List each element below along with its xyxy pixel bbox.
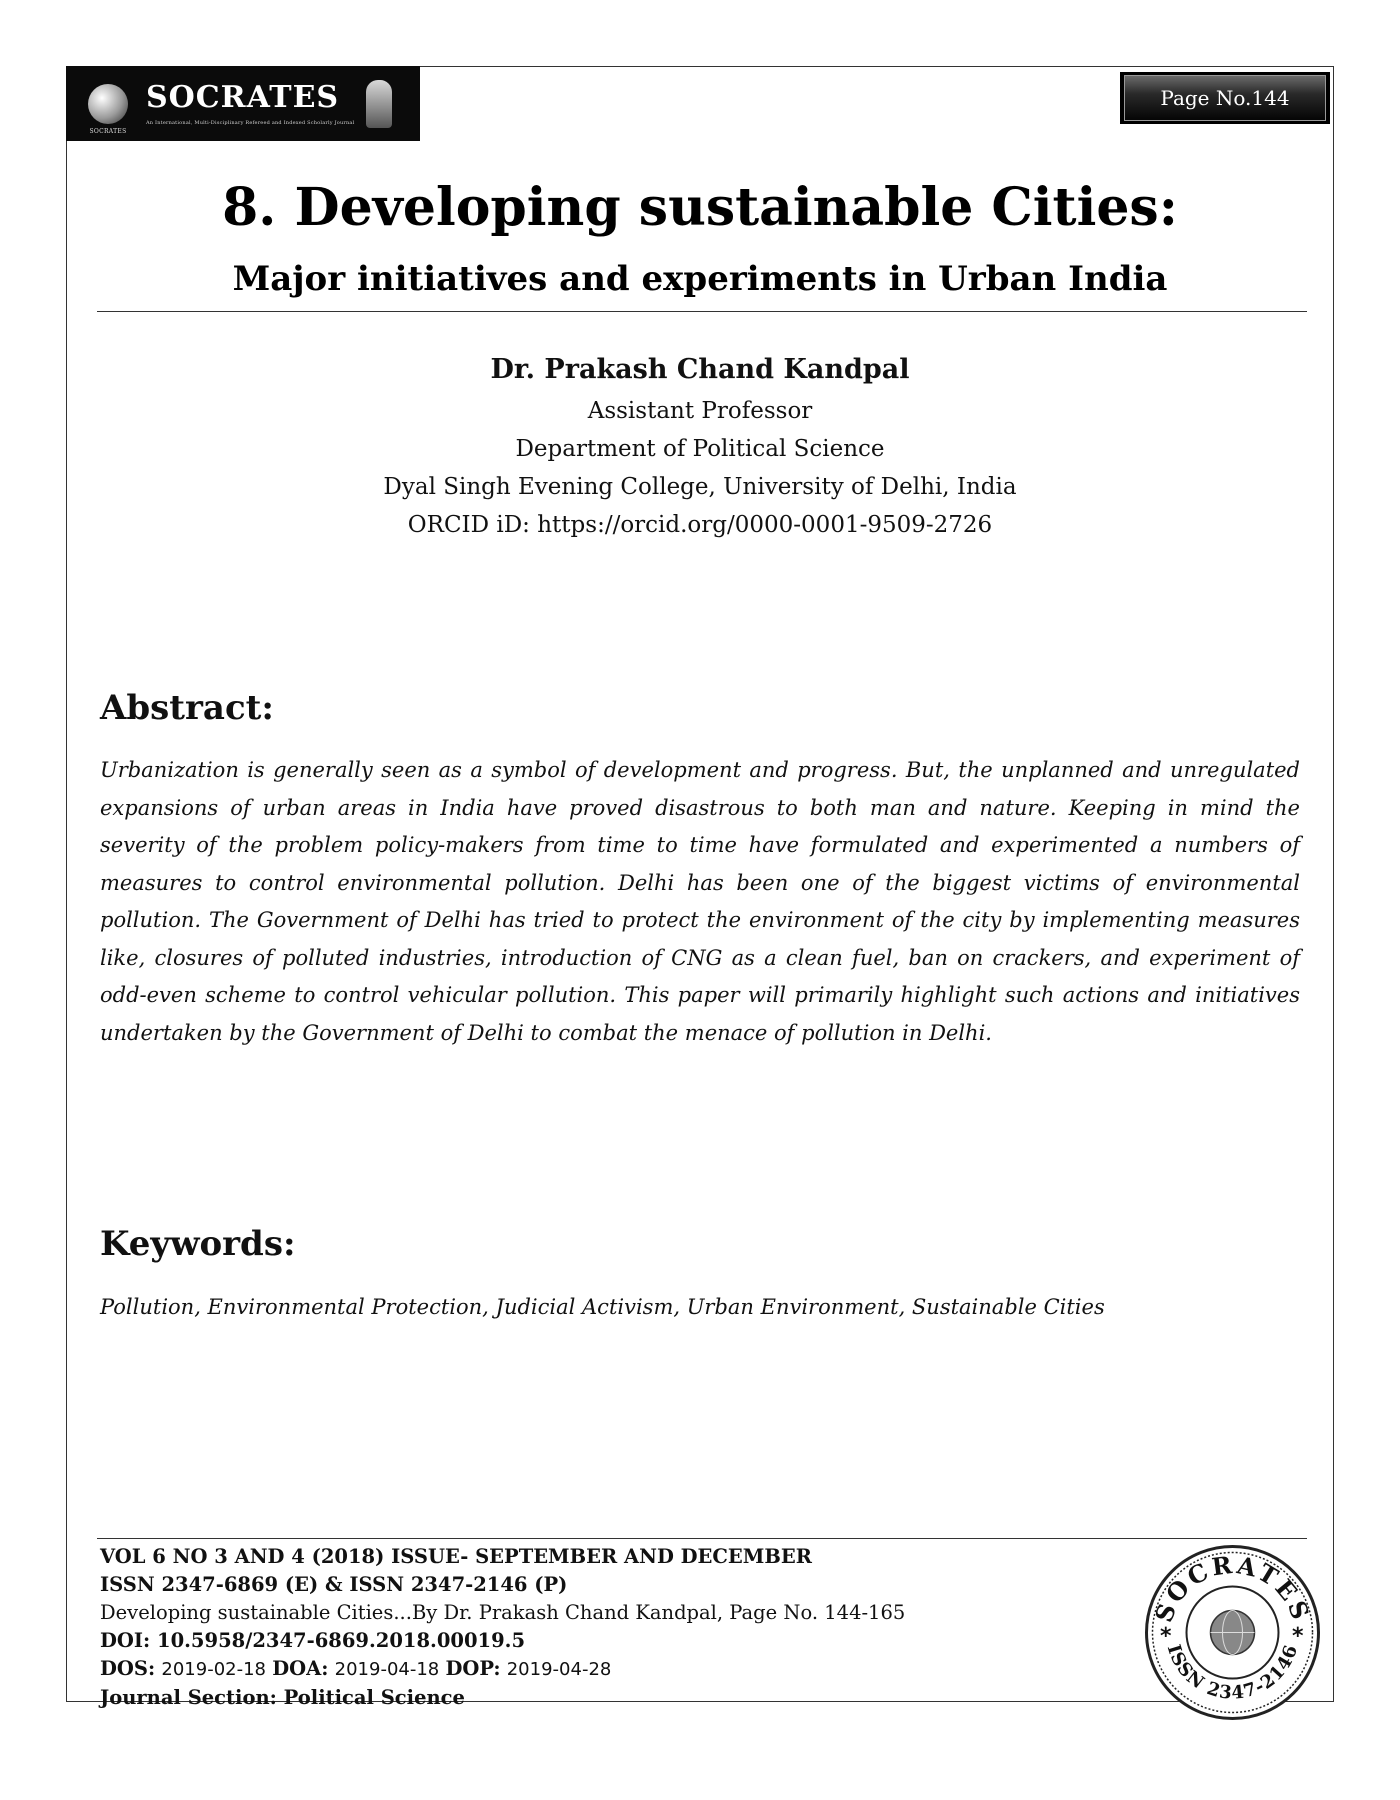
- journal-logo: [66, 66, 420, 141]
- article-title: 8. Developing sustainable Cities:: [222, 177, 1178, 238]
- abstract-heading: Abstract:: [100, 688, 274, 728]
- article-subtitle: Major initiatives and experiments in Urban India: [232, 259, 1168, 299]
- keywords-heading: Keywords:: [100, 1224, 296, 1264]
- author-institution: Dyal Singh Evening College, University of Delhi, India: [383, 474, 1017, 500]
- seal-star-right: *: [1292, 1624, 1304, 1649]
- globe-icon: [88, 84, 128, 135]
- seal-star-left: *: [1160, 1624, 1172, 1649]
- dos-label: DOS:: [100, 1657, 156, 1680]
- portrait-icon: [366, 80, 392, 128]
- dop-value: 2019-04-28: [506, 1659, 612, 1680]
- abstract-text: Urbanization is generally seen as a symbol of development and progress. But, the unplanned and unregulated expansions of urban areas in India have proved disastrous to both man and nature. Keeping in mind the severity of the problem policy-makers from time to time have formulated and experimented a numbers of measures to control environmental pollution. Delhi has been one of the biggest victims of environmental pollution. The Government of Delhi has tried to protect the environment of the city by implementing measures like, closures of polluted industries, introduction of CNG as a clean fuel, ban on crackers, and experiment of odd-even scheme to control vehicular pollution. This paper will primarily highlight such actions and initiatives undertaken by the Government of Delhi to combat the menace of pollution in Delhi.: [100, 758, 1300, 1045]
- doa-label: DOA:: [272, 1657, 329, 1680]
- footer-dates: [100, 1655, 1100, 1684]
- author-block: [66, 350, 1334, 544]
- dos-value: 2019-02-18: [161, 1659, 266, 1680]
- author-department: Department of Political Science: [515, 436, 885, 462]
- author-name: Dr. Prakash Chand Kandpal: [490, 354, 910, 385]
- footer-divider: [97, 1538, 1307, 1539]
- footer-issn: ISSN 2347-6869 (E) & ISSN 2347-2146 (P): [100, 1573, 568, 1596]
- title-divider: [97, 311, 1307, 312]
- page-number-label: Page No.144: [1124, 75, 1326, 121]
- page-number-badge: [1120, 72, 1330, 124]
- logo-title: SOCRATES: [146, 79, 340, 115]
- globe-label: SOCRATES: [89, 127, 127, 135]
- keywords-text: Pollution, Environmental Protection, Judicial Activism, Urban Environment, Sustainable Cities: [100, 1295, 1105, 1319]
- doa-value: 2019-04-18: [334, 1659, 440, 1680]
- footer-info: [100, 1543, 1100, 1712]
- seal-bottom-text: ISSN 2347-2146: [1162, 1641, 1303, 1704]
- dop-label: DOP:: [445, 1657, 501, 1680]
- author-position: Assistant Professor: [587, 398, 813, 424]
- journal-seal: [1140, 1540, 1325, 1725]
- logo-subtitle: An International, Multi-Disciplinary Refereed and Indexed Scholarly Journal: [146, 119, 355, 126]
- footer-doi: DOI: 10.5958/2347-6869.2018.00019.5: [100, 1629, 526, 1652]
- author-orcid: ORCID iD: https://orcid.org/0000-0001-9509-2726: [407, 512, 993, 538]
- footer-volume: VOL 6 NO 3 AND 4 (2018) ISSUE- SEPTEMBER AND DECEMBER: [100, 1545, 812, 1568]
- logo-text: [146, 79, 355, 126]
- seal-top-text: SOCRATES: [1148, 1549, 1317, 1626]
- footer-citation: Developing sustainable Cities...By Dr. Prakash Chand Kandpal, Page No. 144-165: [100, 1601, 906, 1624]
- footer-section: Journal Section: Political Science: [100, 1686, 465, 1709]
